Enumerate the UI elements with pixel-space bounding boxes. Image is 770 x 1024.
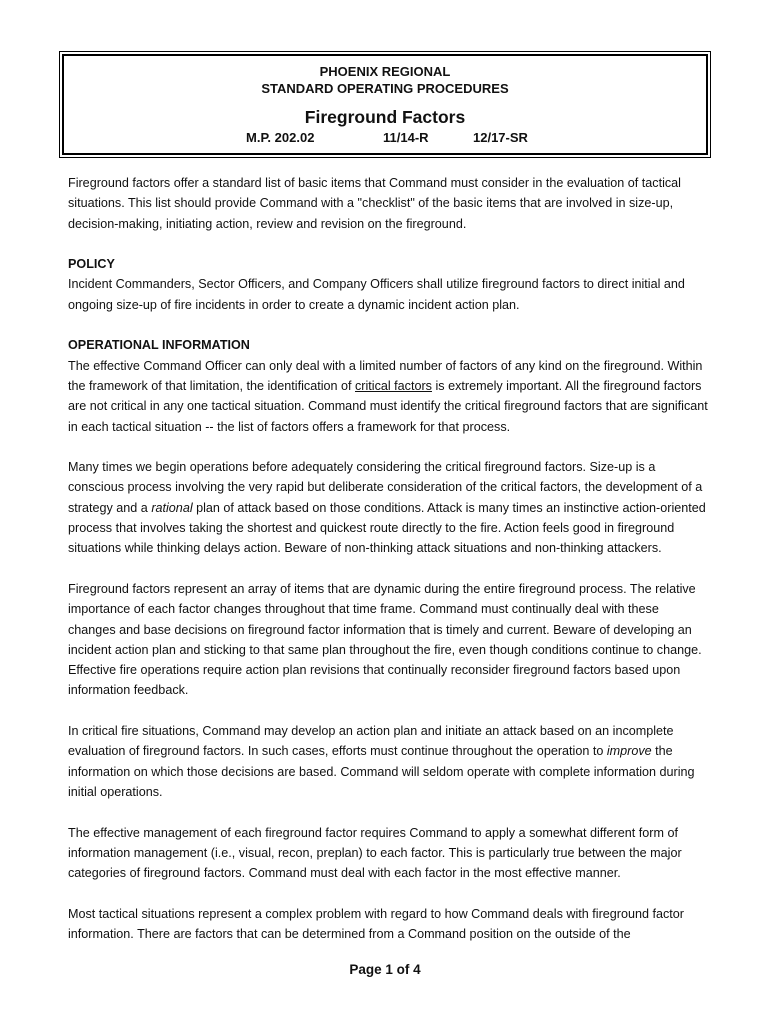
policy-section: [68, 254, 708, 315]
critical-factors-term: critical factors: [355, 378, 432, 393]
section-heading-policy: POLICY: [68, 257, 115, 272]
document-type: STANDARD OPERATING PROCEDURES: [261, 81, 509, 96]
section-heading-operational: OPERATIONAL INFORMATION: [68, 338, 250, 353]
operational-paragraph-5: The effective management of each fireground factor requires Command to apply a somewhat different form of information management (i.e., visual, recon, preplan) to each factor. This is particularly true between the major categories of fireground factors. Command must deal with each factor in the most effective manner.: [68, 825, 682, 881]
policy-text: Incident Commanders, Sector Officers, and Company Officers shall utilize fireground factors to direct initial and ongoing size-up of fire incidents in order to create a dynamic incident action plan.: [68, 277, 685, 312]
improve-term: improve: [606, 744, 652, 759]
revision-date-2: 12/17-SR: [473, 130, 528, 145]
operational-section: [68, 335, 708, 436]
page-number: Page 1 of 4: [349, 962, 421, 977]
revision-date-1: 11/14-R: [383, 130, 429, 145]
operational-paragraph-1-a: The effective Command Officer can only deal with a limited number of factors of any kind on the fireground. Within the framework of that limitation, the identification of: [68, 358, 703, 393]
operational-paragraph-2-b: plan of attack based on those conditions. Attack is many times an instinctive action-oriented process that involves taking the shortest and quickest route directly to the fire. Action feels good in fireground situations while thinking delays action. Beware of non-thinking attack situations and non-thinking attackers.: [68, 500, 706, 556]
operational-paragraph-2-a: Many times we begin operations before adequately considering the critical fireground factors. Size-up is a conscious process involving the very rapid but deliberate consideration of the critical factors, the development of a strategy and a: [68, 460, 703, 515]
operational-paragraph-2: [68, 457, 708, 558]
operational-paragraph-1-b: is extremely important. All the fireground factors are not critical in any one tactical situation. Command must identify the critical fireground factors that are significant in each tactical situation -- the list of factors offers a framework for that process.: [68, 378, 708, 434]
org-name: PHOENIX REGIONAL: [319, 64, 451, 79]
operational-paragraph-4-b: the information on which those decisions are based. Command will seldom operate with complete information during initial operations.: [68, 744, 695, 799]
revision-row: [64, 129, 706, 146]
rational-term: rational: [151, 500, 193, 515]
procedure-number: M.P. 202.02: [246, 130, 315, 145]
operational-paragraph-3: Fireground factors represent an array of items that are dynamic during the entire fireground process. The relative importance of each factor changes throughout that time frame. Command must continually deal with these changes and base decisions on fireground factor information that is timely and current. Beware of developing an incident action plan and sticking to that same plan throughout the fire, even though conditions continue to change. Effective fire operations require action plan revisions that continually reconsider fireground factors based upon information feedback.: [68, 581, 702, 698]
document-body: [68, 173, 708, 965]
operational-paragraph-4: [68, 721, 708, 802]
operational-paragraph-6: Most tactical situations represent a complex problem with regard to how Command deals with fireground factor information. There are factors that can be determined from a Command position on the outside of the: [68, 906, 684, 941]
page-title: Fireground Factors: [304, 107, 466, 127]
intro-paragraph: Fireground factors offer a standard list of basic items that Command must consider in the evaluation of tactical situations. This list should provide Command with a "checklist" of the basic items that are involved in size-up, decision-making, initiating action, review and revision on the fireground.: [68, 176, 681, 231]
document-header: [62, 54, 708, 155]
operational-paragraph-4-a: In critical fire situations, Command may develop an action plan and initiate an attack based on an incomplete evaluation of fireground factors. In such cases, efforts must continue throughout the operation to: [68, 724, 674, 759]
